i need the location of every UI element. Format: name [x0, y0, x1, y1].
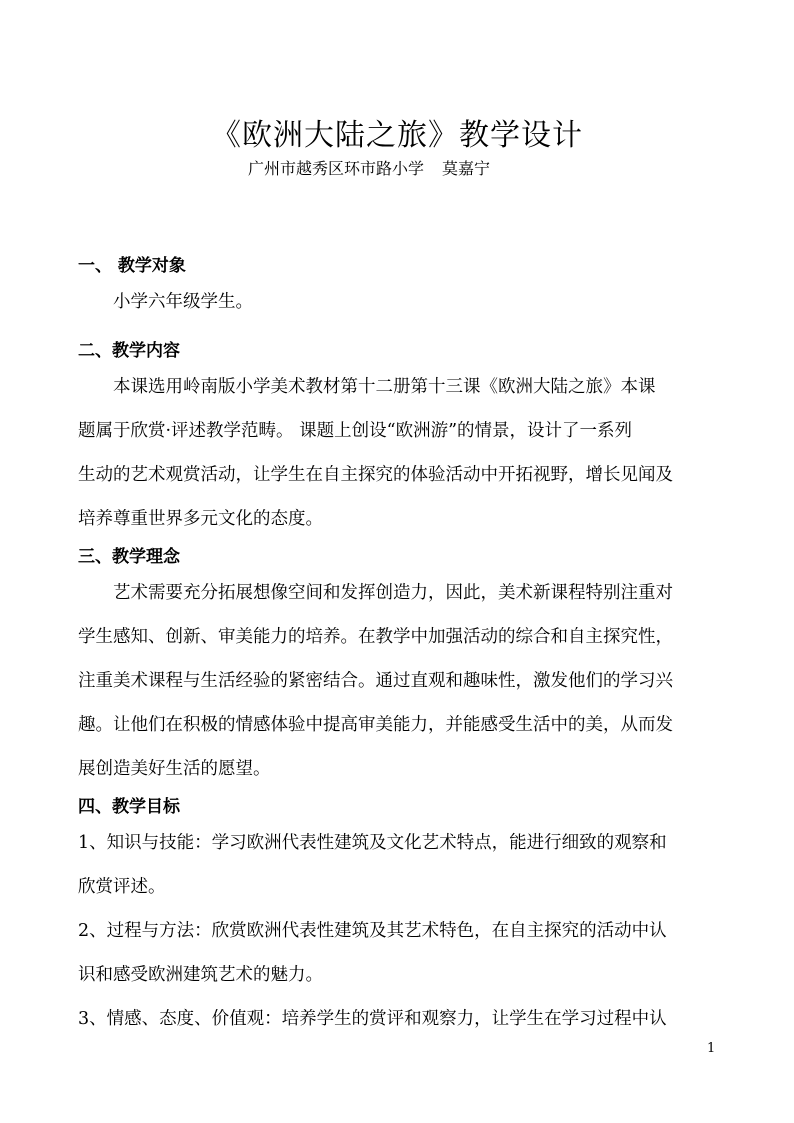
paragraph-line: 小学六年级学生。 — [113, 292, 253, 312]
paragraph-line: 欣赏评述。 — [78, 877, 166, 897]
document-title: 《欧洲大陆之旅》教学设计 — [211, 118, 583, 153]
paragraph-line: 艺术需要充分拓展想像空间和发挥创造力，因此，美术新课程特别注重对 — [113, 583, 673, 603]
paragraph-line: 培养尊重世界多元文化的态度。 — [78, 509, 323, 529]
paragraph-line: 注重美术课程与生活经验的紧密结合。通过直观和趣味性，激发他们的学习兴 — [78, 671, 673, 691]
paragraph-line: 识和感受欧洲建筑艺术的魅力。 — [78, 965, 323, 985]
paragraph-line: 2、过程与方法：欣赏欧洲代表性建筑及其艺术特色，在自主探究的活动中认 — [78, 921, 667, 941]
author-name: 莫嘉宁 — [442, 159, 491, 178]
paragraph-line: 1、知识与技能：学习欧洲代表性建筑及文化艺术特点，能进行细致的观察和 — [78, 833, 667, 853]
section-body-teaching-philosophy — [78, 571, 718, 791]
paragraph-line: 题属于欣赏·评述教学范畴。 课题上创设“欧洲游”的情景，设计了一系列 — [78, 421, 633, 441]
section-heading-teaching-goals: 四、教学目标 — [78, 797, 180, 817]
school-name: 广州市越秀区环市路小学 — [248, 159, 425, 178]
paragraph-line: 本课选用岭南版小学美术教材第十二册第十三课《欧洲大陆之旅》本课 — [113, 377, 656, 397]
section-heading-teaching-target: 一、 教学对象 — [78, 256, 186, 276]
paragraph-line: 展创造美好生活的愿望。 — [78, 759, 271, 779]
section-heading-teaching-content: 二、教学内容 — [78, 341, 180, 361]
document-subtitle — [248, 156, 490, 179]
paragraph-line: 生动的艺术观赏活动，让学生在自主探究的体验活动中开拓视野，增长见闻及 — [78, 465, 673, 485]
page-number: 1 — [707, 1041, 716, 1056]
section-heading-teaching-philosophy: 三、教学理念 — [78, 547, 180, 567]
section-body-teaching-content — [78, 365, 718, 541]
paragraph-line: 学生感知、创新、审美能力的培养。在教学中加强活动的综合和自主探究性， — [78, 627, 673, 647]
section-body-teaching-goals — [78, 821, 718, 1041]
section-body-teaching-target — [78, 280, 718, 324]
paragraph-line: 趣。让他们在积极的情感体验中提高审美能力，并能感受生活中的美，从而发 — [78, 715, 673, 735]
paragraph-line: 3、情感、态度、价值观：培养学生的赏评和观察力，让学生在学习过程中认 — [78, 1009, 667, 1029]
